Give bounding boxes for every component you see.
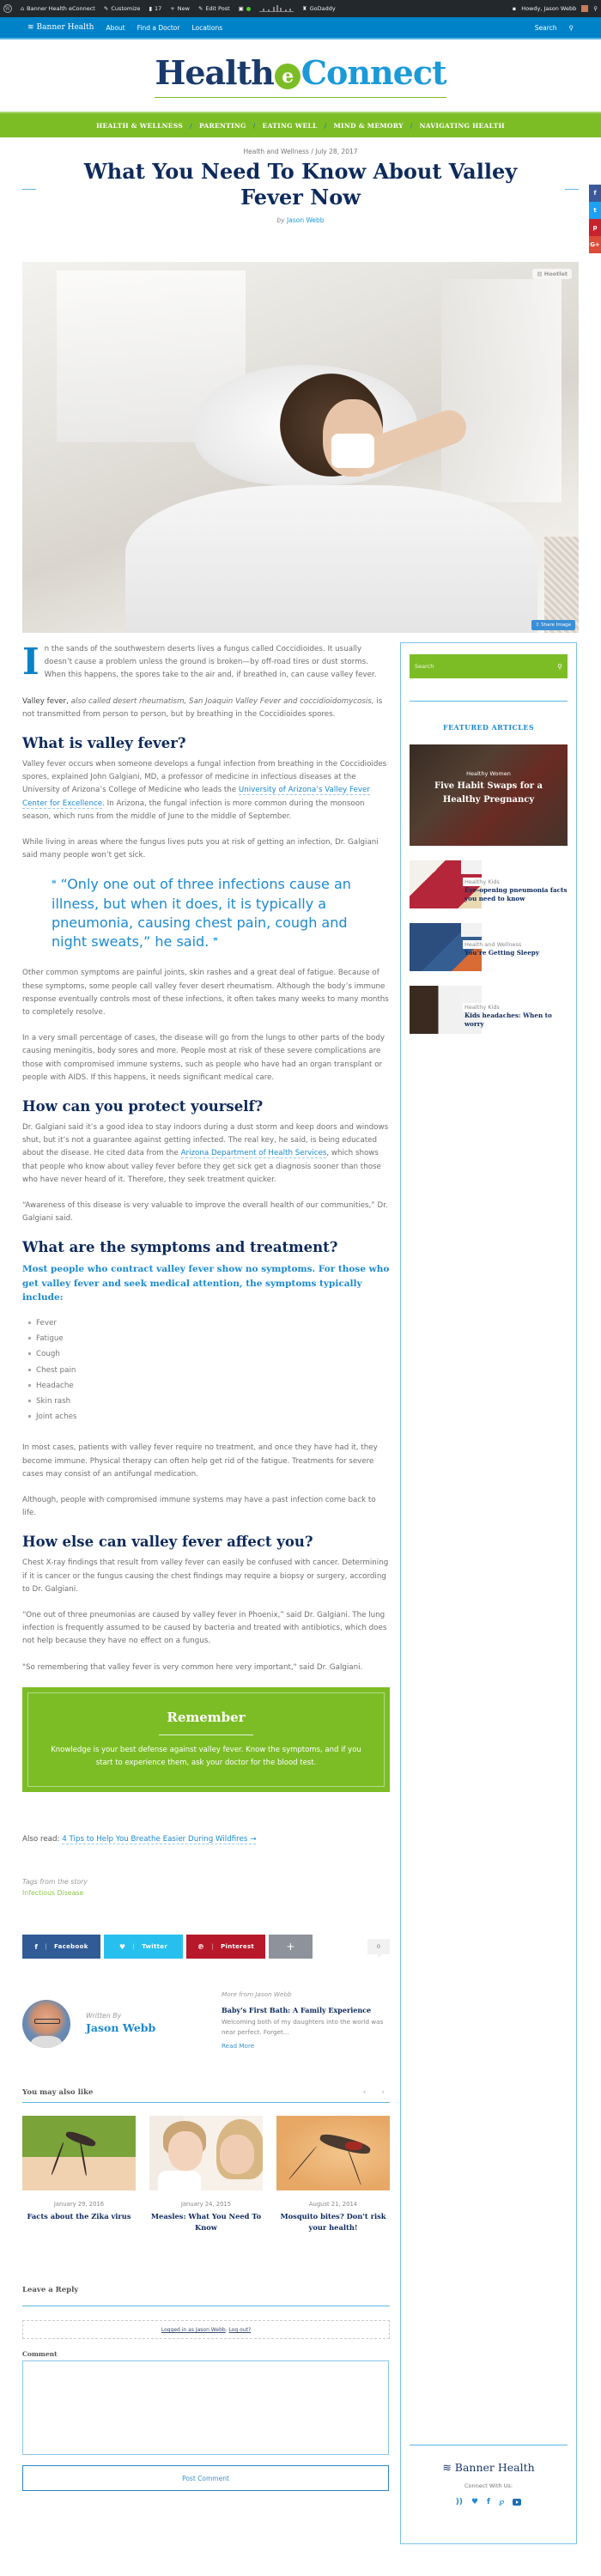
share-image-button[interactable]: ⇪ Share Image bbox=[531, 620, 575, 630]
comments-link[interactable]: ▮ 17 bbox=[149, 5, 162, 12]
floating-share-bar bbox=[589, 185, 601, 253]
nav-separator: / bbox=[324, 121, 327, 130]
comment-textarea[interactable] bbox=[22, 2360, 389, 2455]
paragraph: Other common symptoms are painful joints, skin rashes and a great deal of fatigue. Because of these symptoms, some people call valley fever desert rheumatism. Although the body’s immune response eventually controls most of these infections, it often takes many weeks to many months to completely resolve. bbox=[22, 969, 389, 1018]
stats-sparkline[interactable] bbox=[259, 5, 294, 12]
post-meta: Health and Wellness / July 28, 2017 bbox=[243, 148, 358, 155]
brush-icon: ✎ bbox=[103, 5, 109, 12]
title-decoration-left bbox=[22, 189, 36, 190]
banner-health-footer-logo[interactable]: ≋ Banner Health bbox=[442, 2461, 535, 2474]
yoast-icon: ▣ bbox=[238, 5, 244, 12]
related-post-date: January 24, 2015 bbox=[180, 2201, 232, 2208]
paragraph: Valley fever, also called desert rheumatism, San Joaquin Valley Fever and coccidioidomycosis, is not transmitted from person to person, but by breathing in the Coccidioides spores. bbox=[22, 696, 383, 719]
divider bbox=[410, 701, 568, 702]
category-eating-well[interactable]: EATING WELL bbox=[262, 121, 318, 130]
share-icon: ⇪ bbox=[535, 623, 542, 628]
measles-thumbnail[interactable] bbox=[149, 2116, 263, 2190]
banner-health-logo[interactable]: ≋ Banner Health bbox=[27, 23, 94, 32]
tags-label: Tags from the story bbox=[22, 1878, 88, 1886]
customize-link[interactable]: ✎ Customize bbox=[103, 5, 141, 12]
featured-item[interactable] bbox=[410, 923, 568, 971]
rss-icon[interactable]: )) bbox=[455, 2498, 463, 2506]
more-from-label: More from Jason Webb bbox=[222, 1990, 292, 1999]
paragraph: Dr. Galgiani said it’s a good idea to stay indoors during a dust storm and keep doors and windows shut, but it’s not a guarantee against getting infected. The real key, he said, is being educated about the disease. He cited data from the Arizona Department of Health Services, which shows that people who know about valley fever before they get sick get a diagnosis sooner than those who have never heard of it. Therefore, they seek treatment quicker. bbox=[22, 1123, 389, 1184]
comment-icon: ▮ bbox=[149, 5, 153, 12]
list-item: Fatigue bbox=[36, 1331, 390, 1346]
paragraph: In most cases, patients with valley fever require no treatment, and once they have had it, they become immune. Physical therapy can often help get rid of the fatigue. Treatments for severe cases may consist of an antifungal medication. bbox=[22, 1443, 378, 1479]
post-title: What You Need To Know About Valley Fever Now bbox=[83, 159, 518, 210]
share-buttons bbox=[22, 1935, 390, 1959]
byline: by Jason Webb bbox=[276, 216, 325, 224]
post-comment-button[interactable]: Post Comment bbox=[22, 2465, 389, 2491]
category-navigating-health[interactable]: NAVIGATING HEALTH bbox=[419, 121, 505, 130]
featured-item-title[interactable]: Eye-opening pneumonia facts you need to know bbox=[464, 886, 568, 902]
featured-title: Five Habit Swaps for a Healthy Pregnancy bbox=[434, 781, 543, 805]
open-quote-icon: ❝ bbox=[52, 879, 57, 890]
hero-image bbox=[22, 262, 579, 633]
adhs-link[interactable]: Arizona Department of Health Services bbox=[180, 1149, 327, 1158]
howdy-user-menu[interactable]: Howdy, Jason Webb bbox=[521, 5, 577, 12]
chevron-left-icon[interactable]: ‹ bbox=[362, 2088, 367, 2098]
featured-articles-title: FEATURED ARTICLES bbox=[442, 723, 535, 732]
featured-item-category: Healthy Kids bbox=[463, 1003, 568, 1012]
comment-label: Comment bbox=[22, 2350, 58, 2359]
paragraph: In a very small percentage of cases, the disease will go from the lungs to other parts of the body causing meningitis, body sores and more. People most at risk of these severe complications are those with compromised immune systems, such as people who have had an organ transplant or people with AIDS. If this happens, it needs significant medical care. bbox=[22, 1034, 385, 1082]
home-icon: ⌂ bbox=[21, 5, 25, 12]
zika-thumbnail[interactable] bbox=[22, 2116, 136, 2190]
featured-item-category: Healthy Kids bbox=[463, 878, 568, 886]
heading-what-is-valley-fever: What is valley fever? bbox=[22, 735, 186, 752]
wordpress-logo-icon: W bbox=[4, 5, 11, 12]
featured-hero-card[interactable] bbox=[410, 744, 568, 846]
godaddy-menu[interactable]: ♜ GoDaddy bbox=[301, 5, 336, 12]
related-posts bbox=[22, 2116, 390, 2233]
facebook-icon[interactable]: f bbox=[487, 2498, 490, 2506]
featured-item-title[interactable]: You’re Getting Sleepy bbox=[464, 949, 539, 957]
featured-item-category: Health and Wellness bbox=[463, 940, 539, 949]
comment-count-badge[interactable]: 0 bbox=[367, 1939, 390, 1954]
featured-item-title[interactable]: Kids headaches: When to worry bbox=[464, 1012, 552, 1028]
mosquito-thumbnail[interactable] bbox=[276, 2116, 390, 2190]
author-box bbox=[22, 1990, 390, 2058]
more-share-button[interactable]: + bbox=[269, 1935, 313, 1959]
facebook-share-icon[interactable]: f bbox=[589, 185, 601, 202]
pinterest-share-icon[interactable]: p bbox=[589, 219, 601, 236]
nav-find-a-doctor[interactable]: Find a Doctor bbox=[137, 23, 180, 32]
twitter-icon[interactable]: ♥ bbox=[470, 2498, 479, 2506]
list-item: Headache bbox=[36, 1378, 390, 1394]
new-content-menu[interactable]: + New bbox=[170, 5, 190, 12]
seo-menu[interactable] bbox=[239, 5, 251, 12]
pull-quote: ❝ “Only one out of three infections cause an illness, but when it does, it is typically a pneumonia, causing chest pain, cough and night sweats,” he said. ❞ bbox=[52, 876, 351, 950]
paragraph: Valley fever occurs when someone develops a fungal infection from breathing in the Coccidioides spores, explained John Galgiani, MD, a professor of medicine in infectious diseases at the University of Arizona’s College of Medicine who leads the University of Arizona’s Valley Fever Center for Excellence. In Arizona, the fungal infection is more common during the monsoon season, which runs from the middle of June to the middle of September. bbox=[22, 760, 387, 821]
related-post-title[interactable]: Facts about the Zika virus bbox=[27, 2212, 131, 2221]
pinterest-share-button[interactable]: ℗ | Pinterest bbox=[186, 1935, 265, 1959]
sidebar bbox=[400, 642, 577, 2544]
valley-fever-center-link[interactable]: University of Arizona’s Valley Fever Center for Excellence bbox=[22, 786, 370, 808]
edit-post-link[interactable]: ✎ Edit Post bbox=[197, 5, 230, 12]
category-mind-memory[interactable]: MIND & MEMORY bbox=[333, 121, 404, 130]
author-name-link[interactable]: Jason Webb bbox=[86, 2021, 156, 2035]
written-by-label: Written By bbox=[86, 2012, 122, 2020]
you-may-also-like-header bbox=[22, 2084, 390, 2103]
paragraph: Chest X-ray findings that result from valley fever can easily be confused with cancer. Determining if it is cancer or the fungus causing the chest findings may require a biopsy or surgery, according to Dr. Galgiani. bbox=[22, 1558, 389, 1594]
title-decoration-right bbox=[565, 189, 579, 190]
remember-text: Knowledge is your best defense against valley fever. Know the symptoms, and if you start to experience them, ask your doctor for the blood test. bbox=[51, 1745, 361, 1768]
search-icon[interactable]: ⚲ bbox=[593, 5, 598, 12]
paragraph: “One out of three pneumonias are caused by valley fever in Phoenix,” said Dr. Galgiani. The lung infection is frequently assumed to be caused by bacteria and treated with antibiotics, which does not help because they have no effect on a fungus. bbox=[22, 1611, 387, 1646]
post-header bbox=[0, 137, 601, 245]
remember-callout bbox=[22, 1687, 390, 1792]
nav-separator: / bbox=[252, 121, 256, 130]
sidebar-search-input[interactable] bbox=[415, 663, 557, 670]
symptoms-intro: Most people who contract valley fever show no symptoms. For those who get valley fever and seek medical attention, the symptoms typically include: bbox=[22, 1264, 390, 1303]
banner-top-nav bbox=[0, 17, 601, 39]
paragraph: Although, people with compromised immune systems may have a past infection come back to life. bbox=[22, 1496, 376, 1518]
logged-in-link[interactable]: Logged in as Jason Webb bbox=[161, 2326, 226, 2333]
seo-status-icon bbox=[246, 7, 251, 11]
article-body bbox=[22, 640, 390, 2491]
featured-item[interactable] bbox=[410, 860, 568, 908]
list-item: Chest pain bbox=[36, 1363, 390, 1378]
intro-paragraph: In the sands of the southwestern deserts lives a fungus called Coccidioides. It usually doesn’t cause a problem unless the ground is broken—by off-road tires or dust storms. When this happens, the spores take to the air and, if breathed in, can cause valley fever. bbox=[22, 641, 377, 683]
facebook-share-button[interactable]: f | Facebook bbox=[22, 1935, 100, 1959]
list-item: Cough bbox=[36, 1346, 390, 1362]
list-item: Skin rash bbox=[36, 1394, 390, 1409]
also-read-link[interactable]: 4 Tips to Help You Breathe Easier During Wildfires → bbox=[62, 1834, 257, 1844]
list-item: Joint aches bbox=[36, 1409, 390, 1425]
healtheconnect-logo[interactable]: Health e Connect bbox=[155, 53, 446, 98]
author-avatar[interactable] bbox=[22, 2000, 70, 2048]
featured-category: Healthy Women bbox=[466, 770, 511, 777]
logged-in-notice: Logged in as Jason Webb . Log out? bbox=[22, 2320, 390, 2339]
search-icon[interactable]: ⚲ bbox=[557, 662, 562, 671]
search-icon[interactable]: ⚲ bbox=[568, 23, 574, 32]
heading-protect-yourself: How can you protect yourself? bbox=[22, 1098, 264, 1115]
pencil-icon: ✎ bbox=[197, 5, 203, 12]
sidebar-search bbox=[410, 654, 568, 678]
pinterest-icon[interactable]: ℘ bbox=[498, 2498, 505, 2506]
heading-how-else: How else can valley fever affect you? bbox=[22, 1534, 313, 1551]
related-post-title[interactable]: Measles: What You Need To Know bbox=[150, 2212, 262, 2232]
featured-item[interactable] bbox=[410, 986, 568, 1034]
category-health-wellness[interactable]: HEALTH & WELLNESS bbox=[96, 121, 184, 130]
hootlet-icon: ▤ bbox=[537, 270, 544, 277]
logout-link[interactable]: Log out? bbox=[228, 2326, 252, 2333]
post-category-link[interactable]: Health and Wellness bbox=[243, 148, 309, 155]
sidebar-footer bbox=[401, 2445, 576, 2543]
site-logo-area bbox=[0, 39, 601, 112]
category-parenting[interactable]: PARENTING bbox=[198, 121, 246, 130]
admin-bar bbox=[0, 0, 601, 17]
facebook-icon: f bbox=[34, 1942, 39, 1951]
site-name-menu[interactable]: ⌂ Banner Health eConnect bbox=[21, 5, 95, 12]
author-link[interactable]: Jason Webb bbox=[287, 216, 325, 224]
category-nav bbox=[0, 112, 601, 137]
tag-link[interactable]: Infectious Disease bbox=[22, 1889, 84, 1898]
more-from-excerpt: Welcoming both of my daughters into the world was near perfect. Forget... bbox=[222, 2018, 384, 2037]
paragraph: "So remembering that valley fever is very common here very important," said Dr. Galgiani. bbox=[22, 1662, 363, 1672]
googleplus-share-icon[interactable]: G+ bbox=[589, 236, 601, 253]
read-more-link[interactable]: Read More bbox=[222, 2042, 255, 2050]
also-read: Also read: 4 Tips to Help You Breathe Easier During Wildfires → bbox=[22, 1834, 257, 1844]
stats-chart-icon bbox=[259, 5, 294, 12]
related-post-card[interactable] bbox=[22, 2116, 136, 2233]
nav-separator: / bbox=[410, 121, 413, 130]
heading-symptoms-treatment: What are the symptoms and treatment? bbox=[22, 1239, 338, 1256]
symptoms-list bbox=[36, 1315, 390, 1425]
drop-cap: I bbox=[22, 641, 39, 683]
banner-flag-icon: ≋ bbox=[27, 23, 34, 32]
related-post-card[interactable] bbox=[149, 2116, 263, 2233]
banner-flag-icon: ≋ bbox=[442, 2461, 455, 2474]
related-post-card[interactable] bbox=[276, 2116, 390, 2233]
twitter-share-button[interactable]: ♥ | Twitter bbox=[104, 1935, 183, 1959]
more-from-title-link[interactable]: Baby's First Bath: A Family Experience bbox=[222, 2006, 372, 2015]
godaddy-icon: ♜ bbox=[301, 5, 307, 12]
paragraph: While living in areas where the fungus lives puts you at risk of getting an infection, Dr. Galgiani said many people won’t get sick. bbox=[22, 838, 379, 860]
twitter-share-icon[interactable]: t bbox=[589, 202, 601, 219]
twitter-icon: ♥ bbox=[118, 1942, 126, 1951]
nav-about[interactable]: About bbox=[106, 23, 125, 32]
wordpress-menu[interactable] bbox=[3, 4, 12, 13]
notification-icon[interactable]: ▪ bbox=[512, 5, 517, 12]
related-post-title[interactable]: Mosquito bites? Don't risk your health! bbox=[280, 2212, 386, 2232]
user-avatar[interactable] bbox=[581, 5, 588, 12]
remember-title: Remember bbox=[167, 1709, 246, 1725]
leave-reply-heading: Leave a Reply bbox=[22, 2284, 390, 2306]
related-post-date: January 29, 2016 bbox=[53, 2201, 105, 2208]
related-post-date: August 21, 2014 bbox=[308, 2201, 358, 2208]
chevron-right-icon[interactable]: › bbox=[381, 2088, 385, 2098]
pinterest-icon: ℗ bbox=[197, 1942, 205, 1951]
social-links bbox=[401, 2498, 576, 2506]
connect-label: Connect With Us: bbox=[464, 2482, 513, 2489]
nav-separator: / bbox=[190, 121, 192, 130]
you-may-also-like-title: You may also like bbox=[22, 2088, 94, 2098]
paragraph: “Awareness of this disease is very valuable to improve the overall health of our communities,” Dr. Galgiani said. bbox=[22, 1201, 388, 1224]
hootlet-button[interactable]: ▤ Hootlet bbox=[532, 269, 572, 279]
list-item: Fever bbox=[36, 1315, 390, 1331]
youtube-icon[interactable] bbox=[513, 2499, 521, 2506]
nav-locations[interactable]: Locations bbox=[191, 23, 223, 32]
post-date: July 28, 2017 bbox=[315, 148, 358, 155]
nav-search-label[interactable]: Search bbox=[534, 23, 557, 32]
plus-icon: + bbox=[170, 5, 175, 12]
close-quote-icon: ❞ bbox=[213, 937, 218, 947]
